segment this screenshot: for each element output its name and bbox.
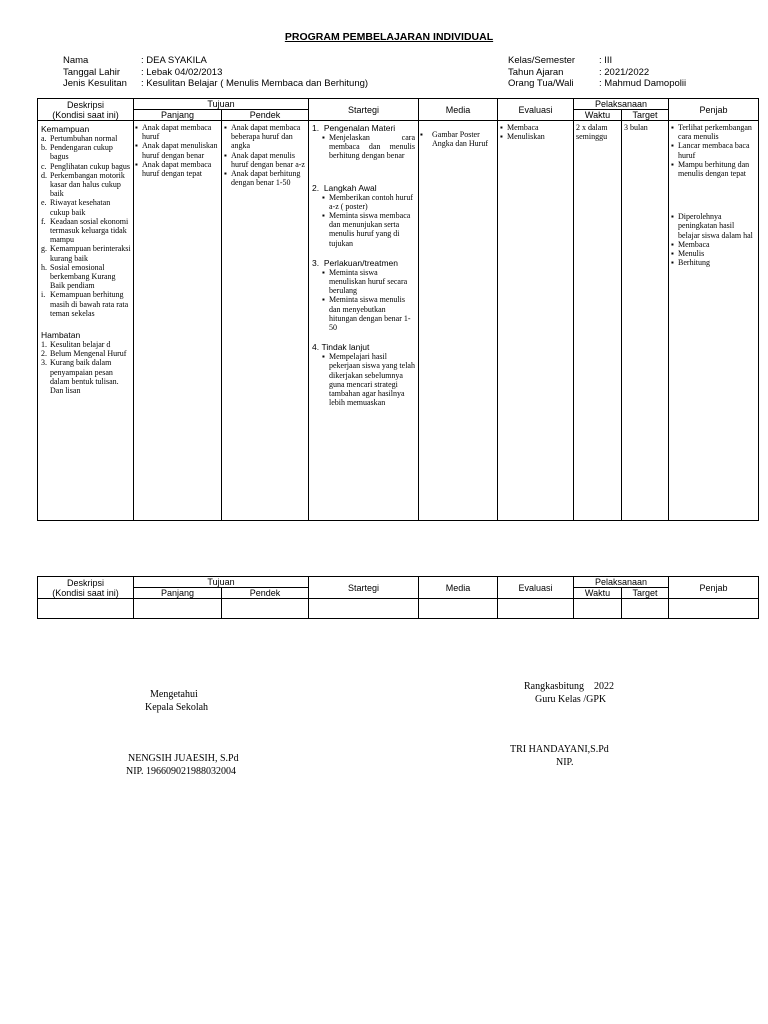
strategi-item: ▪ Meminta siswa menuliskan huruf secara berulang bbox=[322, 268, 415, 296]
penjab-list-bottom bbox=[671, 212, 756, 267]
info-label-orang-tua: Orang Tua/Wali bbox=[508, 78, 574, 89]
pendek-item: ▪ Anak dapat membaca beberapa huruf dan angka bbox=[224, 123, 306, 151]
info-value-tanggal-lahir: : Lebak 04/02/2013 bbox=[141, 67, 223, 78]
info-label-jenis-kesulitan: Jenis Kesulitan bbox=[63, 78, 127, 89]
media-list bbox=[420, 130, 495, 148]
info-value-orang-tua: : Mahmud Damopolii bbox=[599, 78, 687, 89]
header-pelaksanaan: Pelaksanaan bbox=[574, 577, 669, 588]
signature-left-nip: NIP. 196609021988032004 bbox=[126, 766, 237, 777]
header-penjab: Penjab bbox=[669, 577, 759, 599]
kemampuan-item bbox=[41, 244, 131, 262]
kemampuan-text: Sosial emosional berkembang Kurang Baik pendiam bbox=[50, 262, 116, 291]
info-value-nama: : DEA SYAKILA bbox=[141, 55, 207, 66]
header-media: Media bbox=[419, 99, 498, 121]
info-value-jenis-kesulitan: : Kesulitan Belajar ( Menulis Membaca dan Berhitung) bbox=[141, 78, 369, 89]
kemampuan-item bbox=[41, 290, 131, 318]
step-number: 2. bbox=[312, 182, 320, 193]
header-kondisi-label: (Kondisi saat ini) bbox=[52, 109, 119, 120]
strategi-step-items bbox=[312, 133, 415, 161]
header-deskripsi bbox=[38, 577, 134, 599]
document-title: PROGRAM PEMBELAJARAN INDIVIDUAL bbox=[284, 31, 494, 43]
strategi-item: ▪ Meminta siswa menulis dan menyebutkan hitungan dengan benar 1-50 bbox=[322, 295, 415, 332]
kemampuan-item bbox=[41, 162, 131, 171]
step-number: 4. bbox=[312, 342, 320, 353]
list-marker: b. bbox=[41, 143, 47, 153]
header-deskripsi bbox=[38, 99, 134, 121]
strategi-step bbox=[312, 123, 415, 161]
list-marker: 1. bbox=[41, 340, 47, 350]
hambatan-title: Hambatan bbox=[41, 330, 81, 341]
signature-right-name: TRI HANDAYANI,S.Pd bbox=[510, 744, 609, 755]
step-number: 1. bbox=[312, 123, 320, 133]
penjab-list-top bbox=[671, 123, 756, 178]
blank-cell bbox=[669, 599, 759, 619]
info-label-tahun-ajaran: Tahun Ajaran bbox=[508, 67, 564, 78]
cell-deskripsi bbox=[38, 121, 134, 521]
kemampuan-title: Kemampuan bbox=[41, 124, 90, 134]
header-waktu: Waktu bbox=[574, 110, 622, 121]
signature-left-name: NENGSIH JUAESIH, S.Pd bbox=[128, 753, 239, 764]
header-waktu: Waktu bbox=[574, 588, 622, 599]
kemampuan-item bbox=[41, 198, 131, 216]
header-target: Target bbox=[622, 588, 669, 599]
list-marker: f. bbox=[41, 216, 46, 226]
list-marker: d. bbox=[41, 170, 47, 180]
evaluasi-item: ▪ Menuliskan bbox=[500, 132, 571, 141]
kemampuan-item bbox=[41, 143, 131, 161]
info-value-tahun-ajaran: : 2021/2022 bbox=[599, 67, 650, 78]
penjab-item: ▪ Berhitung bbox=[671, 258, 756, 267]
info-label-kelas-semester: Kelas/Semester bbox=[508, 55, 576, 66]
step-title-text: Pengenalan Materi bbox=[323, 123, 396, 133]
blank-cell bbox=[222, 599, 309, 619]
cell-penjab bbox=[669, 121, 759, 521]
blank-cell bbox=[309, 599, 419, 619]
program-table bbox=[37, 98, 759, 521]
header-strategi: Startegi bbox=[309, 577, 419, 599]
header-penjab: Penjab bbox=[669, 99, 759, 121]
evaluasi-list bbox=[500, 123, 571, 141]
strategi-step-items bbox=[312, 193, 415, 248]
signature-left-line2: Kepala Sekolah bbox=[145, 702, 209, 713]
kemampuan-text: Perkembangan motorik kasar dan halus cukup baik bbox=[50, 170, 125, 199]
list-marker: h. bbox=[41, 262, 47, 272]
list-marker: g. bbox=[41, 244, 47, 254]
panjang-item: ▪ Anak dapat membaca huruf bbox=[135, 123, 219, 141]
step-title-text: Langkah Awal bbox=[323, 182, 377, 193]
blank-cell bbox=[38, 599, 134, 619]
header-kondisi-label: (Kondisi saat ini) bbox=[52, 587, 119, 598]
panjang-list bbox=[135, 123, 219, 178]
list-marker: c. bbox=[41, 161, 47, 171]
list-marker: a. bbox=[41, 134, 47, 143]
hambatan-list bbox=[41, 340, 131, 395]
header-media: Media bbox=[419, 577, 498, 599]
kemampuan-text: Penglihatan cukup bagus bbox=[50, 161, 130, 171]
signature-right-nip: NIP. bbox=[556, 757, 574, 768]
header-pelaksanaan: Pelaksanaan bbox=[574, 99, 669, 110]
info-label-tanggal-lahir: Tanggal Lahir bbox=[63, 67, 121, 78]
header-tujuan: Tujuan bbox=[134, 577, 309, 588]
cell-media bbox=[419, 121, 498, 521]
header-pendek: Pendek bbox=[222, 110, 309, 121]
header-deskripsi-label: Deskripsi bbox=[66, 99, 104, 110]
penjab-item: ▪ Diperolehnya peningkatan hasil belajar siswa dalam hal bbox=[671, 212, 756, 240]
panjang-item: ▪ Anak dapat membaca huruf dengan tepat bbox=[135, 160, 219, 178]
strategi-step bbox=[312, 258, 415, 332]
media-item: ▪ Gambar Poster Angka dan Huruf bbox=[420, 130, 495, 148]
waktu-value: 2 x dalam seminggu bbox=[576, 123, 608, 142]
kemampuan-item bbox=[41, 263, 131, 291]
blank-cell bbox=[134, 599, 222, 619]
strategi-item: ▪ Meminta siswa membaca dan menunjukan serta menulis huruf yang di tujukan bbox=[322, 211, 415, 248]
kemampuan-text: Keadaan sosial ekonomi termasuk keluarga tidak mampu bbox=[50, 216, 129, 245]
header-target: Target bbox=[622, 110, 669, 121]
strategi-item: ▪ Menjelaskan cara membaca dan menulis berhitung dengan benar bbox=[322, 133, 415, 161]
blank-cell bbox=[498, 599, 574, 619]
strategi-item: ▪ Memberikan contoh huruf a-z ( poster) bbox=[322, 193, 415, 211]
kemampuan-item bbox=[41, 217, 131, 245]
cell-evaluasi bbox=[498, 121, 574, 521]
cell-target bbox=[622, 121, 669, 521]
strategi-step bbox=[312, 342, 415, 407]
step-number: 3. bbox=[312, 257, 320, 268]
hambatan-item bbox=[41, 349, 131, 358]
blank-cell bbox=[574, 599, 622, 619]
strategi-item: ▪ Mempelajari hasil pekerjaan siswa yang telah dikerjakan sebelumnya guna mencari strategi tambahan agar hasilnya lebih memuaskan bbox=[322, 352, 415, 407]
strategi-step-title bbox=[312, 183, 415, 193]
cell-strategi bbox=[309, 121, 419, 521]
penjab-item: ▪ Terlihat perkembangan cara menulis bbox=[671, 123, 756, 141]
strategi-step-title bbox=[312, 258, 415, 268]
penjab-item: ▪ Membaca bbox=[671, 240, 756, 249]
header-tujuan: Tujuan bbox=[134, 99, 309, 110]
list-marker: i. bbox=[41, 290, 46, 300]
hambatan-item bbox=[41, 358, 131, 395]
kemampuan-text: Riwayat kesehatan cukup baik bbox=[50, 198, 111, 217]
info-label-nama: Nama bbox=[63, 55, 89, 66]
strategi-step-title bbox=[312, 342, 415, 352]
header-strategi: Startegi bbox=[309, 99, 419, 121]
penjab-item: ▪ Menulis bbox=[671, 249, 756, 258]
target-value: 3 bulan bbox=[624, 123, 648, 132]
kemampuan-list bbox=[41, 134, 131, 318]
strategi-step bbox=[312, 183, 415, 248]
header-panjang: Panjang bbox=[134, 110, 222, 121]
cell-waktu bbox=[574, 121, 622, 521]
kemampuan-text: Kemampuan berhitung masih di bawah rata rata teman sekelas bbox=[50, 290, 129, 318]
kemampuan-text: Pertumbuhan normal bbox=[50, 134, 118, 143]
kemampuan-text: Pendengaran cukup bagus bbox=[50, 143, 113, 162]
program-table-blank bbox=[37, 576, 759, 619]
signature-right-line2: Guru Kelas /GPK bbox=[535, 694, 607, 705]
cell-pendek bbox=[222, 121, 309, 521]
step-title-text: Tindak lanjut bbox=[321, 342, 370, 353]
header-deskripsi-label: Deskripsi bbox=[66, 577, 104, 588]
step-title-text: Perlakuan/treatmen bbox=[323, 257, 399, 268]
strategi-step-items bbox=[312, 268, 415, 332]
list-marker: e. bbox=[41, 198, 47, 208]
hambatan-text: Kesulitan belajar d bbox=[50, 340, 111, 350]
header-panjang: Panjang bbox=[134, 588, 222, 599]
penjab-item: ▪ Lancar membaca baca huruf bbox=[671, 141, 756, 159]
signature-right-line1: Rangkasbitung 2022 bbox=[524, 681, 614, 692]
blank-cell bbox=[622, 599, 669, 619]
hambatan-text: Belum Mengenal Huruf bbox=[50, 349, 127, 359]
header-pendek: Pendek bbox=[222, 588, 309, 599]
kemampuan-text: Kemampuan berinteraksi kurang baik bbox=[50, 244, 131, 263]
list-marker: 2. bbox=[41, 349, 47, 359]
signature-left-line1: Mengetahui bbox=[150, 689, 198, 700]
kemampuan-item bbox=[41, 134, 131, 143]
penjab-item: ▪ Mampu berhitung dan menulis dengan tepat bbox=[671, 160, 756, 178]
strategi-step-title bbox=[312, 123, 415, 133]
pendek-item: ▪ Anak dapat berhitung dengan benar 1-50 bbox=[224, 169, 306, 187]
kemampuan-item bbox=[41, 171, 131, 199]
evaluasi-item: ▪ Membaca bbox=[500, 123, 571, 132]
pendek-item: ▪ Anak dapat menulis huruf dengan benar a-z bbox=[224, 151, 306, 169]
header-evaluasi: Evaluasi bbox=[498, 577, 574, 599]
blank-cell bbox=[419, 599, 498, 619]
info-value-kelas-semester: : III bbox=[599, 55, 613, 66]
strategi-step-items bbox=[312, 352, 415, 407]
panjang-item: ▪ Anak dapat menuliskan huruf dengan benar bbox=[135, 141, 219, 159]
pendek-list bbox=[224, 123, 306, 187]
hambatan-item bbox=[41, 340, 131, 349]
header-evaluasi: Evaluasi bbox=[498, 99, 574, 121]
hambatan-text: Kurang baik dalam penyampaian pesan dalam bentuk tulisan. Dan lisan bbox=[50, 358, 119, 396]
cell-panjang bbox=[134, 121, 222, 521]
list-marker: 3. bbox=[41, 358, 47, 368]
